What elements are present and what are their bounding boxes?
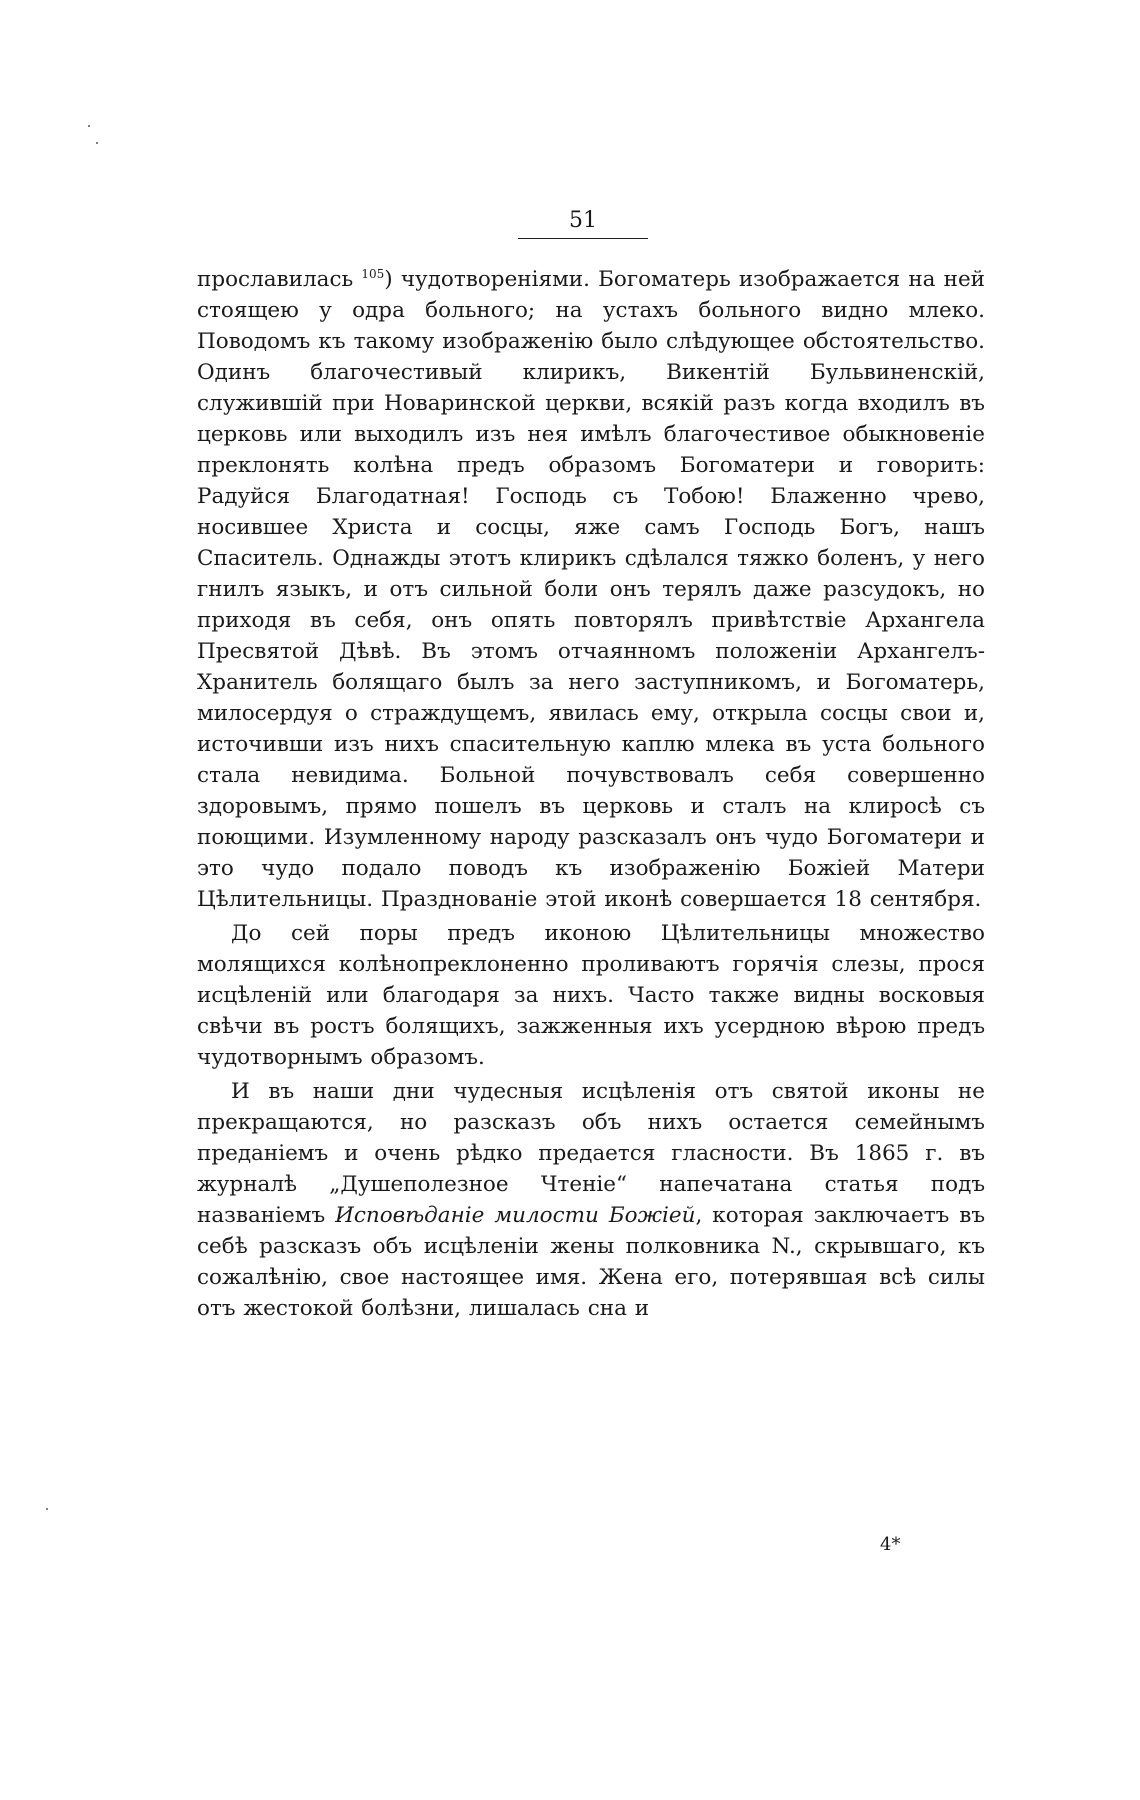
paragraph-3	[197, 1076, 985, 1324]
footnote-ref: 105	[361, 266, 385, 281]
paper-speck	[88, 125, 90, 127]
paragraph-1-rest: ) чудотвореніями. Богоматерь изображается на ней стоящею у одра больного; на устахъ больного видно млеко. Поводомъ къ такому изображенію было слѣдующее обстоятельство. Одинъ благочестивый клирикъ, Викентій Бульвиненскій, служившій при Новаринской церкви, всякій разъ когда входилъ въ церковь или выходилъ изъ нея имѣлъ благочестивое обыкновеніе преклонять колѣна предъ образомъ Богоматери и говорить: Радуйся Благодатная! Господь съ Тобою! Блаженно чрево, носившее Христа и сосцы, яже самъ Господь Богъ, нашъ Спаситель. Однажды этотъ клирикъ сдѣлался тяжко боленъ, у него гнилъ языкъ, и отъ сильной боли онъ терялъ даже разсудокъ, но приходя въ себя, онъ опять повторялъ привѣтствіе Архангела Пресвятой Дѣвѣ. Въ этомъ отчаянномъ положеніи Архангелъ-Хранитель болящаго былъ за него заступникомъ, и Богоматерь, милосердуя о страждущемъ, явилась ему, открыла сосцы свои и, источивши изъ нихъ спасительную каплю млека въ уста больного стала невидима. Больной почувствовалъ себя совершенно здоровымъ, прямо пошелъ въ церковь и сталъ на клиросѣ съ поющими. Изумленному народу разсказалъ онъ чудо Богоматери и это чудо подало поводъ къ изображенію Божіей Матери Цѣлительницы. Празднованіе этой иконѣ совершается 18 сентября.	[197, 267, 986, 912]
paper-speck	[96, 142, 98, 144]
page-number-rule	[518, 238, 648, 239]
paper-speck	[46, 1508, 48, 1510]
body-text	[197, 264, 985, 1324]
paragraph-1-start: прославилась	[197, 267, 362, 292]
page-number: 51	[569, 208, 597, 233]
paragraph-1	[197, 264, 985, 915]
signature-mark: 4*	[880, 1534, 901, 1555]
paragraph-3-rest: , которая заключаетъ въ себѣ разсказъ объ исцѣленіи жены полковника N., скрывшаго, къ сожалѣнію, свое настоящее имя. Жена его, потерявшая всѣ силы отъ жестокой болѣзни, лишалась сна и	[197, 1203, 986, 1321]
article-title: Исповѣданіе милости Божіей	[335, 1203, 696, 1228]
paragraph-2: До сей поры предъ иконою Цѣлительницы множество молящихся колѣнопреклоненно проливаютъ горячія слезы, прося исцѣленій или благодаря за нихъ. Часто также видны восковыя свѣчи въ ростъ болящихъ, зажженныя ихъ усердною вѣрою предъ чудотворнымъ образомъ.	[197, 921, 985, 1070]
paragraph-3-start: И въ наши дни чудесныя исцѣленія отъ святой иконы не прекращаются, но разсказъ объ нихъ остается семейнымъ преданіемъ и очень рѣдко предается гласности. Въ 1865 г. въ журналѣ „Душеполезное Чтеніе“ напечатана статья подъ названіемъ	[197, 1079, 985, 1228]
